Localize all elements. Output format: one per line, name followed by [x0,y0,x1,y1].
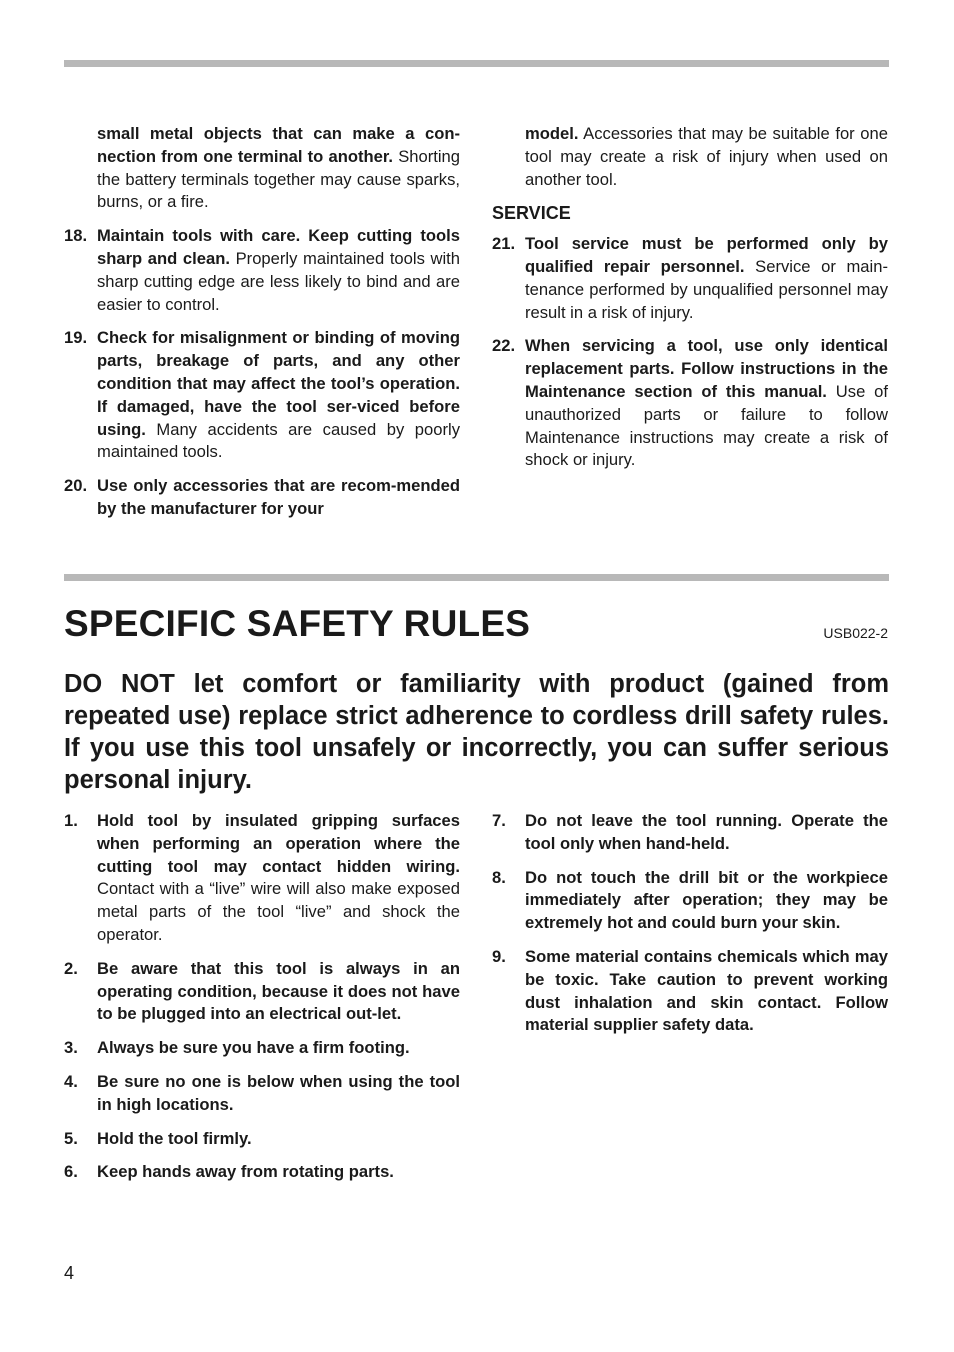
specific-item-7 [492,810,888,856]
item-lead: Tool service must be performed only by qualified repair personnel. [525,234,888,276]
item-number: 6. [64,1162,78,1182]
item-text: Shorting the battery terminals together may cause sparks, burns, or a fire. [97,146,460,212]
general-rules-column-1 [64,123,460,532]
specific-item-5 [64,1128,460,1151]
item-lead: Keep hands away from rotating parts. [97,1162,394,1182]
item-lead: Maintain tools with care. Keep cutting tools sharp and clean. [97,226,460,268]
rule-item-19 [64,327,460,464]
item-lead: Some material contains chemicals which may be toxic. Take caution to prevent working dust inhalation and skin contact. Follow material supplier safety data. [525,946,888,1035]
rule-item-20 [64,475,460,521]
service-heading: SERVICE [492,203,571,224]
document-code: USB022-2 [823,625,888,641]
specific-rules-column-1 [64,810,460,1195]
item-lead: Use only accessories that are recom-mended by the manufacturer for your [97,476,460,518]
item-text: Service or main-tenance performed by unqualified personnel may result in a risk of injury. [525,256,888,322]
item-lead: Check for misalignment or binding of moving parts, breakage of parts, and any other condition that may affect the tool’s operation. If damaged, have the tool ser-viced before using. [97,328,460,439]
continued-item-20 [492,123,888,191]
item-lead: Do not leave the tool running. Operate the tool only when hand-held. [525,811,888,853]
specific-item-2 [64,958,460,1026]
item-lead: Hold the tool firmly. [97,1128,252,1148]
safety-warning: DO NOT let comfort or familiarity with product (gained from repeated use) replace strict adherence to cordless drill safety rules. If you use this tool unsafely or incorrectly, you can suffer serious personal injury. [64,670,889,794]
section-divider [64,574,889,581]
section-title: SPECIFIC SAFETY RULES [64,603,531,644]
item-number: 18. [64,226,88,246]
item-number: 8. [492,867,506,887]
specific-item-4 [64,1071,460,1117]
item-lead: When servicing a tool, use only identical replacement parts. Follow instructions in the Maintenance section of this manual. [525,336,888,401]
item-number: 2. [64,958,78,978]
item-number: 21. [492,234,516,254]
rule-item-21 [492,233,888,324]
item-text: Contact with a “live” wire will also make exposed metal parts of the tool “live” and shock the operator. [97,879,460,944]
item-lead: Be aware that this tool is always in an operating condition, because it does not have to be plugged into an electrical out-let. [97,958,460,1024]
item-text: Accessories that may be suitable for one tool may create a risk of injury when used on another tool. [525,124,888,189]
continued-item-17 [64,123,460,214]
item-number: 20. [64,476,88,496]
item-lead: model. [525,124,579,143]
specific-rules-column-2 [492,810,888,1048]
rule-item-22 [492,335,888,472]
item-number: 9. [492,946,506,966]
item-lead: Be sure no one is below when using the tool in high locations. [97,1071,460,1114]
item-number: 19. [64,328,88,348]
item-number: 1. [64,811,78,830]
item-lead: Do not touch the drill bit or the workpiece immediately after operation; they may be extremely hot and could burn your skin. [525,867,888,933]
specific-item-3 [64,1037,460,1060]
item-lead: small metal objects that can make a con-nection from one terminal to another. [97,124,460,166]
specific-item-9 [492,946,888,1037]
specific-item-6 [64,1161,460,1184]
item-text: Many accidents are caused by poorly maintained tools. [97,419,460,462]
rule-item-18 [64,225,460,316]
item-number: 5. [64,1128,78,1148]
item-lead: Always be sure you have a firm footing. [97,1038,410,1058]
item-text: Use of unauthorized parts or failure to follow Maintenance instructions may create a risk of shock or injury. [525,381,888,470]
item-number: 4. [64,1071,78,1091]
general-rules-column-2 [492,123,888,483]
item-number: 7. [492,811,506,830]
item-number: 3. [64,1038,78,1058]
specific-item-1 [64,810,460,947]
top-divider [64,60,889,67]
page-number: 4 [64,1263,75,1283]
item-text: Properly maintained tools with sharp cutting edge are less likely to bind and are easier to control. [97,248,461,314]
item-number: 22. [492,336,516,356]
specific-item-8 [492,867,888,935]
item-lead: Hold tool by insulated gripping surfaces when performing an operation where the cutting tool may contact hidden wiring. [97,811,460,876]
